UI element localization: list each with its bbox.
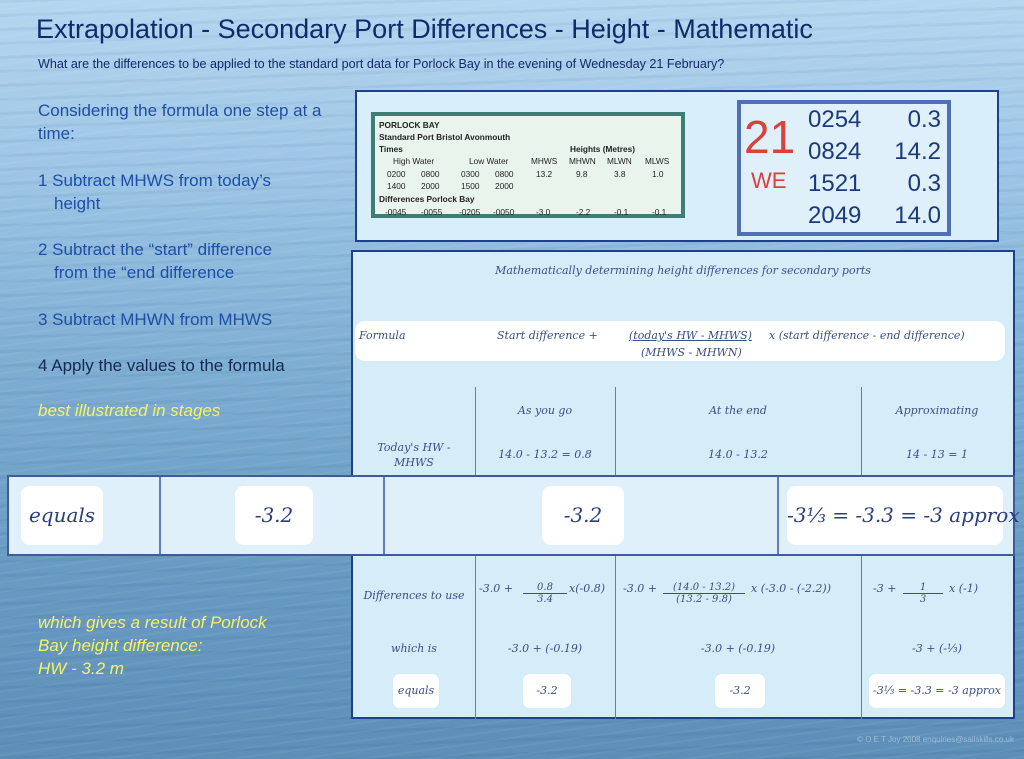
tide-time: 0824 (808, 138, 862, 165)
which-approximating: -3 + (-⅓) (912, 642, 962, 655)
today-approximating: 14 - 13 = 1 (906, 448, 968, 461)
formula-heading: Mathematically determining height differences for secondary ports (495, 264, 871, 277)
page-title: Extrapolation - Secondary Port Differences - Height - Mathematic (36, 14, 813, 44)
result-text (38, 611, 338, 680)
table-cell: -0045 (385, 207, 407, 217)
diff-c1-num: 0.8 (523, 582, 567, 594)
table-cell: 9.8 (576, 169, 588, 179)
table-cell: 1.0 (652, 169, 664, 179)
table-cell: -0.1 (652, 207, 667, 217)
equals-at-the-end-small: -3.2 (715, 674, 765, 708)
column-header-at-the-end: At the end (709, 404, 767, 417)
steps-intro: Considering the formula one step at a time: (38, 101, 322, 143)
diff-c2-fraction (663, 582, 745, 605)
step-2 (38, 238, 338, 284)
band-divider (383, 477, 385, 554)
equals-label-small: equals (393, 674, 439, 708)
tide-height: 14.2 (894, 138, 941, 165)
result-line-3: HW - 3.2 m (38, 659, 124, 678)
diff-c2-num: (14.0 - 13.2) (663, 582, 745, 594)
step-2-line-a: 2 Subtract the “start” difference (38, 240, 273, 259)
table-cell: 3.8 (614, 169, 626, 179)
formula-denominator: (MHWS - MHWN) (641, 346, 742, 359)
tide-data-panel (355, 90, 999, 242)
row-label-today-a: Today's HW - (377, 441, 451, 454)
row-label-which-is: which is (391, 642, 437, 655)
diff-c1-den: 3.4 (537, 594, 553, 605)
equals-highlight-band (7, 475, 1020, 556)
band-as-you-go-value: -3.2 (235, 486, 313, 545)
diff-c1-fraction (523, 582, 567, 605)
table-cell: 0200 (387, 169, 406, 179)
mhws-header: MHWS (531, 156, 558, 166)
low-water-header: Low Water (469, 156, 509, 166)
step-2-line-b: from the “end difference (54, 263, 235, 282)
equals-as-you-go-small: -3.2 (523, 674, 571, 708)
step-1 (38, 169, 338, 215)
diff-c1-post: x(-0.8) (569, 582, 605, 595)
tide-height: 0.3 (907, 106, 941, 133)
diff-c3-den: 3 (919, 594, 927, 605)
step-1-line-b: height (54, 194, 101, 213)
which-as-you-go: -3.0 + (-0.19) (507, 642, 583, 655)
table-cell: 0800 (421, 169, 440, 179)
table-cell: 0300 (461, 169, 480, 179)
table-cell: -2.2 (576, 207, 591, 217)
row-label-differences: Differences to use (363, 589, 465, 602)
table-cell: 13.2 (536, 169, 553, 179)
table-cell: -0205 (459, 207, 481, 217)
which-at-the-end: -3.0 + (-0.19) (700, 642, 776, 655)
result-line-2: Bay height difference: (38, 636, 203, 655)
port-name: PORLOCK BAY (379, 120, 440, 130)
diff-c3-num: 1 (903, 582, 943, 594)
table-cell: -0050 (493, 207, 515, 217)
table-cell: 2000 (421, 181, 440, 191)
differences-label: Differences Porlock Bay (379, 194, 475, 204)
formula-start-diff: Start difference + (497, 329, 598, 342)
row-label-today-b: MHWS (394, 456, 434, 469)
mlws-header: MLWS (645, 156, 670, 166)
heights-label: Heights (Metres) (570, 144, 636, 154)
formula-label: Formula (359, 329, 406, 342)
step-3: 3 Subtract MHWN from MHWS (38, 310, 273, 329)
table-cell: 2000 (495, 181, 514, 191)
mhwn-header: MHWN (569, 156, 596, 166)
times-label: Times (379, 144, 403, 154)
stages-note: best illustrated in stages (38, 401, 221, 420)
table-cell: 0800 (495, 169, 514, 179)
diff-c2-pre: -3.0 + (623, 582, 657, 595)
question-subtitle: What are the differences to be applied to the standard port data for Porlock Bay in the evening of Wednesday 21 February? (38, 57, 725, 71)
band-equals-label: equals (21, 486, 103, 545)
diff-c2-post: x (-3.0 - (-2.2)) (751, 582, 831, 595)
band-approximating-value: -3⅓ = -3.3 = -3 approx (787, 486, 1003, 545)
copyright-notice: © O E T Joy 2008 enquiries@sailskills.co.uk (857, 735, 1014, 744)
table-cell: -3.0 (536, 207, 551, 217)
table-cell: -0055 (421, 207, 443, 217)
step-4: 4 Apply the values to the formula (38, 356, 285, 375)
today-as-you-go: 14.0 - 13.2 = 0.8 (498, 448, 592, 461)
tide-height: 14.0 (894, 202, 941, 229)
formula-tail: x (start difference - end difference) (769, 329, 965, 342)
tide-height: 0.3 (907, 170, 941, 197)
band-at-the-end-value: -3.2 (542, 486, 624, 545)
band-divider (777, 477, 779, 554)
tide-time: 1521 (808, 170, 862, 197)
band-divider (159, 477, 161, 554)
tide-time: 0254 (808, 106, 862, 133)
diff-c3-post: x (-1) (949, 582, 978, 595)
result-line-1: which gives a result of Porlock (38, 613, 267, 632)
table-cell: -0.1 (614, 207, 629, 217)
mlwn-header: MLWN (607, 156, 632, 166)
step-1-line-a: 1 Subtract MHWS from today’s (38, 171, 272, 190)
table-cell: 1400 (387, 181, 406, 191)
today-at-the-end: 14.0 - 13.2 (708, 448, 768, 461)
table-cell: 1500 (461, 181, 480, 191)
diff-c3-pre: -3 + (873, 582, 897, 595)
row-label-today (353, 440, 475, 470)
day-name: WE (751, 168, 787, 193)
high-water-header: High Water (393, 156, 435, 166)
equals-approximating-small: -3⅓ = -3.3 = -3 approx (869, 674, 1005, 708)
day-number: 21 (744, 111, 796, 163)
diff-c2-den: (13.2 - 9.8) (676, 594, 732, 605)
diff-c1-pre: -3.0 + (479, 582, 513, 595)
formula-numerator: (today's HW - MHWS) (629, 329, 752, 342)
standard-port: Standard Port Bristol Avonmouth (379, 132, 511, 142)
tide-time: 2049 (808, 202, 862, 229)
tide-table (371, 112, 685, 218)
daily-tides-box (737, 100, 951, 236)
column-header-approximating: Approximating (895, 404, 979, 417)
formula-row (355, 321, 1005, 361)
column-header-as-you-go: As you go (517, 404, 573, 417)
diff-c3-fraction (903, 582, 943, 605)
